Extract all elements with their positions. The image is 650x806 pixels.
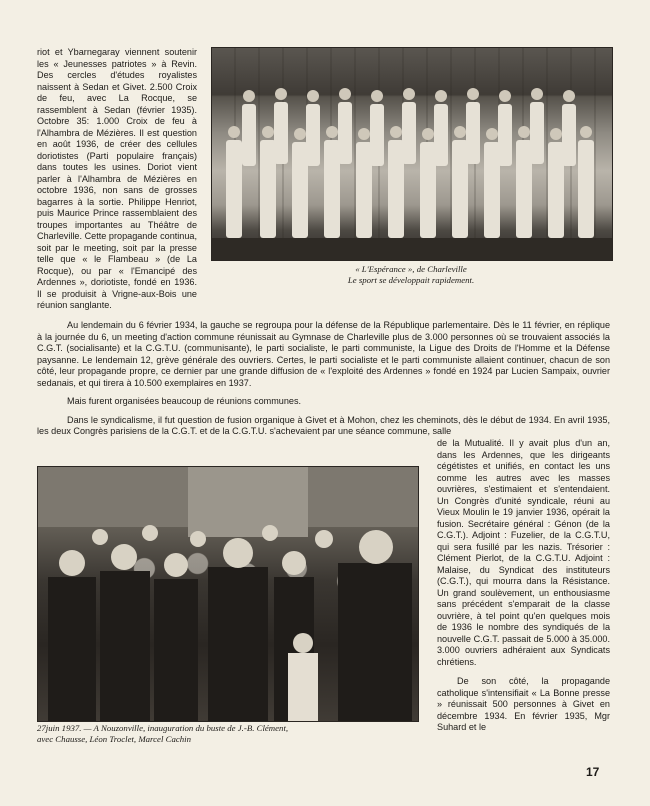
page-number: 17 [586,765,600,779]
paragraph: de la Mutualité. Il y avait plus d'un an, dans les Ardennes, que les dirigeants cégétistes et unifiés, en contact les uns comme les autres avec les masses ouvrières, s'estimaient et s'entendaient. Un Congrès d'unité syndicale, réuni au Vieux Moulin le 19 janvier 1936, opérait la fusion. Secrétaire général : Génon (de la C.G.T.). Adjoint : Fuzelier, de la C.G.T.U, qui sera fusillé par les nazis. Trésorier : Clément Pierlot, de la C.G.T.U. Adjoint : Malaise, du Syndicat des instituteurs (C.G.T.), qui mourra dans la Résistance. Un grand soulèvement, un enthousiasme sans précédent s'emparait de la classe ouvrière, à tel point qu'en quelques mois de 1936 le nombre des syndiqués de la nouvelle C.G.T. passait de 5.000 à 35.000. 3.000 ouvriers adhéraient aux Syndicats chrétiens. [437,438,610,667]
caption-line: avec Chausse, Léon Troclet, Marcel Cachin [37,734,192,744]
paragraph: riot et Ybarnegaray viennent soutenir les « Jeunesses patriotes » à Revin. Des cercles d'études royalistes naissent à Sedan et Givet. 2.500 Croix de feu, avec La Rocque, se rassemblent à Sedan (février 1935). Octobre 35: 1.000 Croix de feu à l'Alhambra de Mézières. Il est question en août 1936, de créer des cellules doriotistes (Parti populaire français) dans toutes les usines. Doriot vient parler à l'Alhambra de Mézières en octobre 1936, non sans de grosses bagarres à la sortie. Philippe Henriot, puis Maurice Prince rassemblaient des troupes importantes au Théâtre de Charleville. Cette propagande continua, soit par le meeting, soit par la presse telle que « le Flambeau » (de La Rocque), ou par « l'Emancipé des Ardennes », doriotiste, fondé en 1936. Il se produisit à Vrigne-aux-Bois une réunion sanglante. [37,47,197,310]
paragraph: Au lendemain du 6 février 1934, la gauche se regroupa pour la défense de la République parlementaire. Dès le 11 février, en réplique à la journée du 6, un meeting d'action commune réunissait au Gymnase de Charleville plus de 3.000 personnes où se trouvaient associés la C.G.T. (socialisante) et la C.G.T.U. (communisante), le parti socialiste, le parti communiste, la Ligue des Droits de l'Homme et la Défense paysanne. Le lendemain 12, grève générale des ouvriers. Certes, le parti socialiste et le parti communiste allaient continuer, chacun de son côté, leur propagande propre, ce dernier par une grande diffusion de « l'exploité des Ardennes » fondé en 1924 par Lucien Sampaix, ouvrier sedanais, et qui tirera à 10.500 exemplaires en 1937. [37,320,610,388]
paragraph: Mais furent organisées beaucoup de réunions communes. [67,396,302,406]
paragraph: De son côté, la propagande catholique s'intensifiait « La Bonne presse » réunissait 500 personnes à Givet en décembre 1934. En février 1935, Mgr Suhard et le [437,676,610,732]
full-width-text [37,320,610,445]
photo-caption-bottom [37,723,417,745]
left-column-text [37,47,197,312]
caption-line: 27juin 1937. — A Nouzonville, inauguration du buste de J.-B. Clément, [37,723,289,733]
caption-line: Le sport se développait rapidement. [347,275,475,285]
crowd-inauguration-photo [37,466,419,722]
gymnasts-illustration [212,48,612,260]
crowd-illustration [38,467,418,721]
caption-line: « L'Espérance », de Charleville [355,264,467,274]
photo-caption-top [211,264,611,286]
paragraph: Dans le syndicalisme, il fut question de fusion organique à Givet et à Mohon, chez les cheminots, dès le début de 1934. En avril 1935, les deux Congrès parisiens de la C.G.T. et de la C.G.T.U. s'achevaient par une séance commune, salle [37,414,610,436]
gymnastics-team-photo [211,47,613,261]
right-column-text [437,438,610,734]
